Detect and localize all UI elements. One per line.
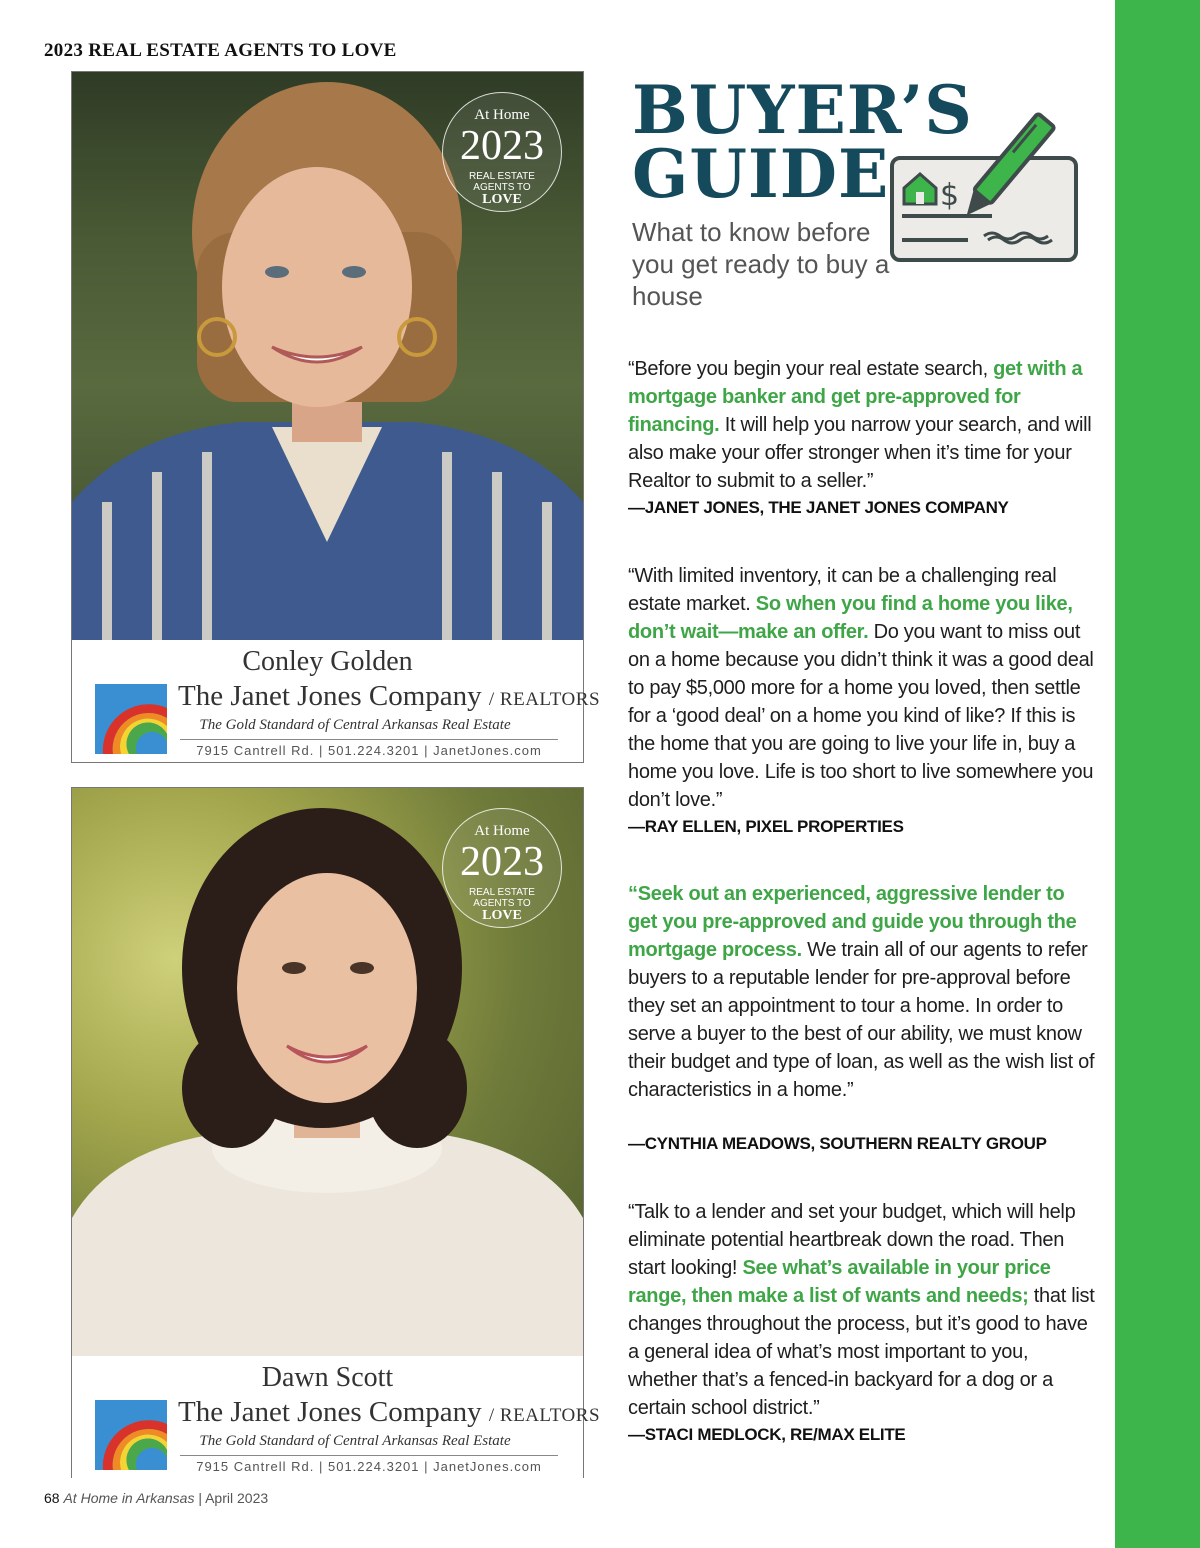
rainbow-logo-icon — [95, 684, 167, 754]
quote-cynthia-meadows: “Seek out an experienced, aggressive lender to get you pre-approved and guide you through the mortgage process. We train all of our agents to refer buyers to a reputable lender for pre-approval before they set an appointment to tour a home. In order to serve a buyer to the best of our ability, we must know their budget and type of loan, as well as the wish list of characteristics in a home.” — [628, 883, 1095, 1101]
ad-nameplate — [72, 1356, 601, 1478]
quote-attribution: —CYNTHIA MEADOWS, SOUTHERN REALTY GROUP — [628, 1134, 1047, 1153]
agent-photo — [72, 788, 583, 1356]
agent-ad-conley-golden — [71, 71, 601, 763]
green-side-bar — [1115, 0, 1200, 1548]
buyers-guide-title: BUYER’S GUIDE — [632, 71, 973, 213]
agent-ad-dawn-scott — [71, 787, 601, 1478]
page-number: 68 — [44, 1490, 60, 1506]
svg-text:$: $ — [940, 178, 960, 213]
agent-name: Dawn Scott — [261, 1362, 394, 1393]
company-name: The Janet Jones Company / REALTORS — [178, 680, 601, 712]
ad-nameplate — [72, 640, 601, 762]
company-name: The Janet Jones Company / REALTORS — [178, 1396, 601, 1428]
section-title: 2023 REAL ESTATE AGENTS TO LOVE — [44, 40, 397, 61]
quote-attribution: —RAY ELLEN, PIXEL PROPERTIES — [628, 817, 904, 836]
quote-attribution: —STACI MEDLOCK, RE/MAX ELITE — [628, 1425, 906, 1444]
magazine-name: At Home in Arkansas — [63, 1490, 195, 1506]
quote-ray-ellen: “With limited inventory, it can be a challenging real estate market. So when you find a home you like, don’t wait—make an offer. Do you want to miss out on a home because you didn’t think it was a good deal to pay $5,000 more for a home you loved, then settle for a ‘good deal’ on a home you kind of like? If this is the home that you are going to live your life in, buy a home you love. Life is too short to live somewhere you don’t love.” — [628, 565, 1094, 811]
company-address: 7915 Cantrell Rd. | 501.224.3201 | JanetJones.com — [196, 1459, 542, 1474]
company-tagline: The Gold Standard of Central Arkansas Real Estate — [199, 717, 511, 733]
agent-name: Conley Golden — [242, 646, 413, 677]
company-tagline: The Gold Standard of Central Arkansas Real Estate — [199, 1433, 511, 1449]
agents-to-love-seal: At Home 2023 REAL ESTATE AGENTS TO LOVE — [442, 92, 562, 212]
page-footer — [44, 1490, 268, 1506]
agent-photo — [72, 72, 583, 640]
company-address: 7915 Cantrell Rd. | 501.224.3201 | JanetJones.com — [196, 743, 542, 758]
quote-staci-medlock: “Talk to a lender and set your budget, which will help eliminate potential heartbreak down the road. Then start looking! See what’s available in your price range, then make a list of wants and needs; that list changes throughout the process, but it’s good to have a general idea of what’s most important to you, whether that’s a fenced-in backyard for a dog or a certain school district.” — [628, 1201, 1095, 1419]
rainbow-logo-icon — [95, 1400, 167, 1470]
divider — [180, 1455, 558, 1456]
buyers-guide-subtitle: What to know before you get ready to buy a house — [632, 217, 890, 311]
issue-date: | April 2023 — [198, 1490, 269, 1506]
check-and-pen-icon — [888, 112, 1080, 264]
quote-attribution: —JANET JONES, THE JANET JONES COMPANY — [628, 498, 1009, 517]
quote-janet-jones: “Before you begin your real estate search, get with a mortgage banker and get pre-approved for financing. It will help you narrow your search, and will also make your offer stronger when it’s time for your Realtor to submit to a seller.” — [628, 358, 1092, 492]
agents-to-love-seal: At Home 2023 REAL ESTATE AGENTS TO LOVE — [442, 808, 562, 928]
divider — [180, 739, 558, 740]
